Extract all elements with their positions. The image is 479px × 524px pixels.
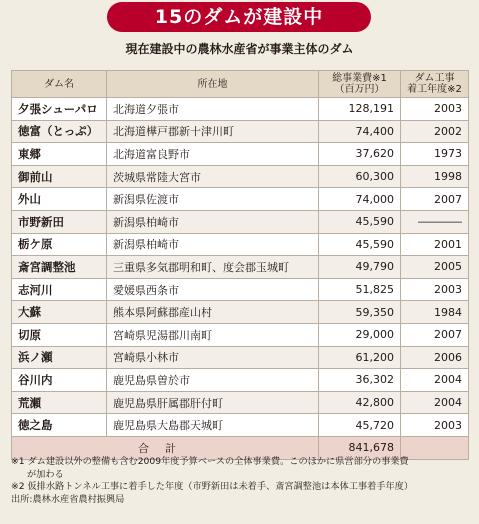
location-cell: 三重県多気郡明和町、度会郡玉城町 [107, 256, 319, 279]
dam-name-cell: 外山 [12, 188, 107, 211]
year-cell: 2004 [401, 369, 469, 392]
dam-name-cell: 志河川 [12, 278, 107, 301]
dam-table [11, 70, 469, 460]
cost-cell: 51,825 [319, 278, 401, 301]
dam-name-cell: 市野新田 [12, 210, 107, 233]
table-row [12, 301, 469, 324]
footnote-1-line1: ※1 ダム建設以外の整備も含む2009年度予算ベースの全体事業費。このほかに県営部分の事業費 [11, 456, 409, 467]
cost-cell: 45,590 [319, 210, 401, 233]
year-cell: 2002 [401, 120, 469, 143]
header-location: 所在地 [107, 71, 319, 98]
year-cell: 2004 [401, 391, 469, 414]
dam-name-cell: 斎宮調整池 [12, 256, 107, 279]
dam-name-cell: 栃ケ原 [12, 233, 107, 256]
year-cell: 2006 [401, 346, 469, 369]
year-cell: 1973 [401, 143, 469, 166]
table-row [12, 278, 469, 301]
year-cell: 2003 [401, 278, 469, 301]
table-row [12, 256, 469, 279]
table-row [12, 369, 469, 392]
subtitle: 現在建設中の農林水産省が事業主体のダム [125, 42, 354, 56]
cost-cell: 74,000 [319, 188, 401, 211]
cost-cell: 61,200 [319, 346, 401, 369]
table-header-row [12, 71, 469, 98]
year-cell: 2003 [401, 98, 469, 121]
header-cost-line1: 総事業費※1 [332, 73, 387, 84]
year-cell: 2007 [401, 188, 469, 211]
header-year [401, 71, 469, 98]
location-cell: 宮崎県小林市 [107, 346, 319, 369]
footnotes [11, 456, 471, 506]
table-row [12, 346, 469, 369]
cost-cell: 42,800 [319, 391, 401, 414]
cost-cell: 36,302 [319, 369, 401, 392]
footnote-1-line2: が加わる [27, 468, 64, 480]
location-cell: 北海道夕張市 [107, 98, 319, 121]
table-row [12, 233, 469, 256]
cost-cell: 45,720 [319, 414, 401, 437]
table-row [12, 414, 469, 437]
table-body [12, 98, 469, 437]
year-cell: 2007 [401, 323, 469, 346]
table-row [12, 391, 469, 414]
cost-cell: 59,350 [319, 301, 401, 324]
location-cell: 鹿児島県大島郡天城町 [107, 414, 319, 437]
footnote-2: ※2 仮排水路トンネル工事に着手した年度（市野新田は未着手、斎宮調整池は本体工事着手年度） [11, 481, 414, 492]
header-year-line2: 着工年度※2 [407, 84, 462, 95]
table-row [12, 143, 469, 166]
year-cell: 1998 [401, 165, 469, 188]
table-row [12, 120, 469, 143]
cost-cell: 45,590 [319, 233, 401, 256]
location-cell: 鹿児島県曽於市 [107, 369, 319, 392]
cost-cell: 74,400 [319, 120, 401, 143]
dam-name-cell: 東郷 [12, 143, 107, 166]
location-cell: 北海道樺戸郡新十津川町 [107, 120, 319, 143]
table-row [12, 98, 469, 121]
header-year-line1: ダム工事 [414, 73, 455, 84]
location-cell: 愛媛県西条市 [107, 278, 319, 301]
header-cost [319, 71, 401, 98]
source-note: 出所:農林水産省農村振興局 [11, 493, 125, 505]
title-banner: 15のダムが建設中 [107, 2, 371, 32]
location-cell: 鹿児島県肝属郡肝付町 [107, 391, 319, 414]
year-cell: 2005 [401, 256, 469, 279]
dam-name-cell: 大蘇 [12, 301, 107, 324]
table-row [12, 188, 469, 211]
location-cell: 新潟県柏崎市 [107, 233, 319, 256]
cost-cell: 49,790 [319, 256, 401, 279]
table-row [12, 323, 469, 346]
year-cell: 2003 [401, 414, 469, 437]
year-cell: ―――― [401, 210, 469, 233]
total-label: 合計 [12, 436, 319, 459]
location-cell: 熊本県阿蘇郡産山村 [107, 301, 319, 324]
table-row [12, 165, 469, 188]
location-cell: 茨城県常陸大宮市 [107, 165, 319, 188]
year-cell: 2001 [401, 233, 469, 256]
cost-cell: 37,620 [319, 143, 401, 166]
dam-name-cell: 荒瀬 [12, 391, 107, 414]
dam-name-cell: 徳富（とっぷ） [12, 120, 107, 143]
header-cost-line2: （百万円） [334, 84, 385, 95]
location-cell: 北海道富良野市 [107, 143, 319, 166]
dam-name-cell: 浜ノ瀬 [12, 346, 107, 369]
cost-cell: 60,300 [319, 165, 401, 188]
location-cell: 新潟県柏崎市 [107, 210, 319, 233]
dam-name-cell: 谷川内 [12, 369, 107, 392]
total-value: 841,678 [319, 436, 401, 459]
dam-name-cell: 切原 [12, 323, 107, 346]
location-cell: 新潟県佐渡市 [107, 188, 319, 211]
header-dam-name: ダム名 [12, 71, 107, 98]
year-cell: 1984 [401, 301, 469, 324]
dam-name-cell: 御前山 [12, 165, 107, 188]
location-cell: 宮崎県児湯郡川南町 [107, 323, 319, 346]
cost-cell: 128,191 [319, 98, 401, 121]
cost-cell: 29,000 [319, 323, 401, 346]
table-row [12, 210, 469, 233]
dam-name-cell: 徳之島 [12, 414, 107, 437]
dam-name-cell: 夕張シューパロ [12, 98, 107, 121]
